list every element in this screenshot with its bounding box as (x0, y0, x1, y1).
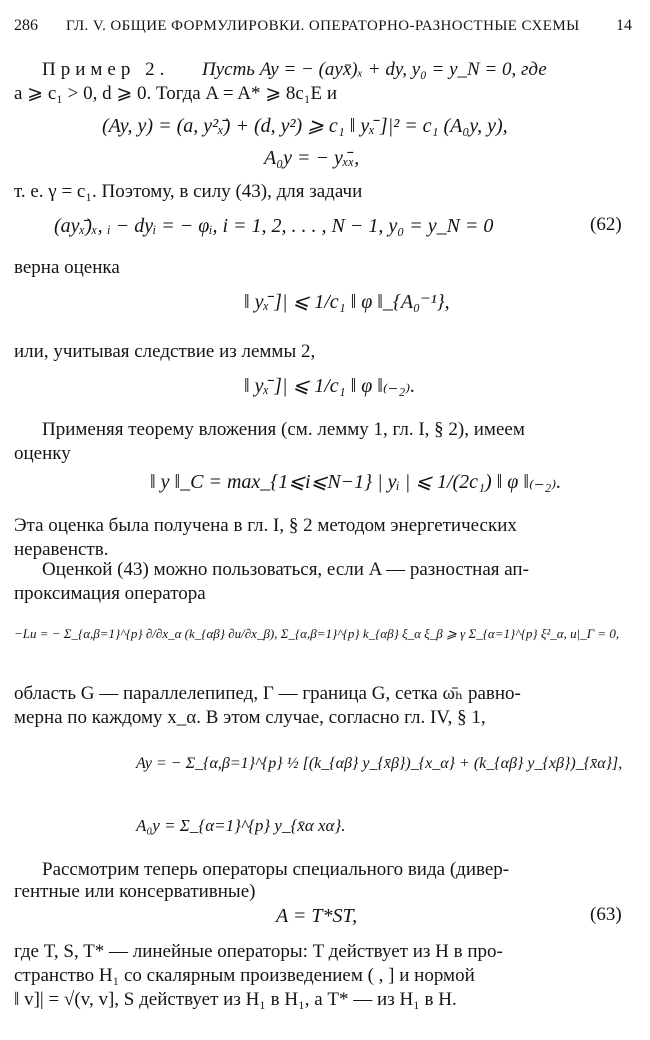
equation-62: (ayₓ̄)ₓ, ᵢ − dyᵢ = − φᵢ, i = 1, 2, . . . , N − 1, y₀ = y_N = 0 (54, 215, 494, 237)
section-mark: 14 (616, 17, 632, 34)
equation: ‖ y ‖_C = max_{1⩽i⩽N−1} | yᵢ | ⩽ 1/(2c₁) ‖ φ ‖₍₋₂₎. (150, 471, 562, 493)
text-line: a ⩾ c₁ > 0, d ⩾ 0. Тогда A = A* ⩾ 8c₁E и (14, 83, 337, 104)
text-line: гентные или консервативные) (14, 881, 256, 902)
text-line: т. е. γ = c₁. Поэтому, в силу (43), для задачи (14, 181, 363, 202)
text-line: неравенств. (14, 539, 109, 560)
equation-number: (62) (590, 214, 622, 235)
text-line: Рассмотрим теперь операторы специального вида (дивер- (42, 859, 510, 880)
equation: (Ay, y) = (a, y²ₓ̄) + (d, y²) ⩾ c₁ ‖ yₓ̄ ]|² = c₁ (A₀y, y), (102, 115, 508, 137)
text-line: верна оценка (14, 257, 120, 278)
text-line: Оценкой (43) можно пользоваться, если A — разностная ап- (42, 559, 529, 580)
equation: Ay = − Σ_{α,β=1}^{p} ½ [(k_{αβ} y_{x̄β})_{x_α} + (k_{αβ} y_{xβ})_{x̄α}], (136, 755, 623, 772)
equation-number: (63) (590, 904, 622, 925)
text-line: Эта оценка была получена в гл. I, § 2 методом энергетических (14, 515, 517, 536)
text-line: область G — параллелепипед, Γ — граница G, сетка ω̄ₕ равно- (14, 683, 521, 704)
text-line: Пусть Ay = − (ayx̄)ₓ + dy, y₀ = y_N = 0, где (202, 59, 547, 80)
text-line: Применяя теорему вложения (см. лемму 1, гл. I, § 2), имеем (42, 419, 525, 440)
running-title: ГЛ. V. ОБЩИЕ ФОРМУЛИРОВКИ. ОПЕРАТОРНО-РАЗНОСТНЫЕ СХЕМЫ (66, 18, 580, 34)
equation: ‖ yₓ̄ ]| ⩽ 1/c₁ ‖ φ ‖_{A₀⁻¹}, (244, 291, 450, 313)
equation-63: A = T*ST, (276, 905, 358, 927)
text-line: проксимация оператора (14, 583, 206, 604)
text-line: ‖ v]| = √(v, v], S действует из H₁ в H₁, а T* — из H₁ в H. (14, 989, 457, 1010)
page-number: 286 (14, 17, 38, 34)
equation: ‖ yₓ̄ ]| ⩽ 1/c₁ ‖ φ ‖₍₋₂₎. (244, 375, 416, 397)
text-line: или, учитывая следствие из леммы 2, (14, 341, 316, 362)
equation: A₀y = − yₓ̄ₓ, (264, 147, 360, 169)
text-line: где T, S, T* — линейные операторы: T действует из H в про- (14, 941, 503, 962)
text-line: оценку (14, 443, 71, 464)
text-line: мерна по каждому x_α. В этом случае, согласно гл. IV, § 1, (14, 707, 486, 728)
text-line: странство H₁ со скалярным произведением ( , ] и нормой (14, 965, 475, 986)
equation: −Lu = − Σ_{α,β=1}^{p} ∂/∂x_α (k_{αβ} ∂u/∂x_β), Σ_{α,β=1}^{p} k_{αβ} ξ_α ξ_β ⩾ γ Σ_{α=1}^{p} ξ²_α, u|_Γ = 0, (14, 626, 620, 641)
example-label: Пример 2. (42, 59, 170, 80)
equation: A₀y = Σ_{α=1}^{p} y_{x̄α xα}. (136, 816, 346, 835)
